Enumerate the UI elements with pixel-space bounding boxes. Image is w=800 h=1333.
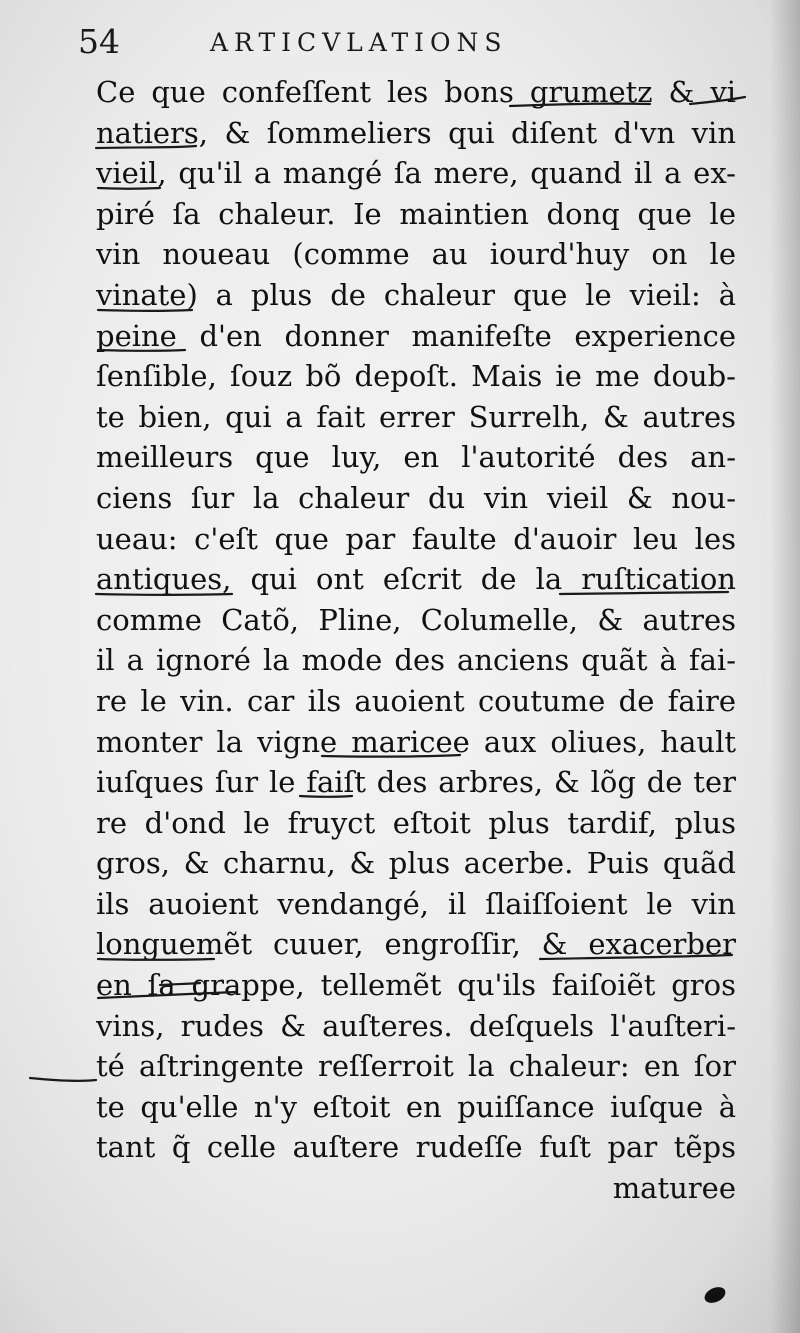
text-line: peine d'en donner manifeſte experience (96, 318, 736, 353)
text-line: te bien, qui a fait errer Surrelh, & autres (96, 399, 736, 434)
text-line: Ce que confeſſent les bons grumetz & vi (96, 75, 736, 109)
text-line: re le vin. car ils auoient coutume de faire (96, 683, 736, 718)
text-line: tant q̃ celle auſtere rudeſſe fuſt par tẽps (96, 1130, 736, 1165)
text-line: ſenſible, ſouz bõ depoſt. Mais ie me doub- (96, 359, 736, 394)
text-line: meilleurs que luy, en l'autorité des an- (96, 440, 736, 475)
text-line: iuſques ſur le faiſt des arbres, & lõg de ter (96, 765, 736, 800)
text-line: il a ignoré la mode des anciens quãt à fai- (96, 643, 736, 678)
text-line: longuemẽt cuuer, engroſſir, & exacerber (96, 927, 736, 962)
ink-blot (702, 1284, 728, 1306)
text-line: vins, rudes & auſteres. deſquels l'auſteri- (96, 1008, 736, 1043)
text-line: re d'ond le fruyct eſtoit plus tardif, plus (96, 805, 736, 840)
text-line: vieil, qu'il a mangé ſa mere, quand il a ex- (96, 156, 736, 191)
text-line: vin noueau (comme au iourd'huy on le (96, 237, 736, 272)
margin-stroke (30, 1078, 96, 1081)
text-line: en ſa grappe, tellemẽt qu'ils faiſoiẽt gros (96, 968, 736, 1003)
text-line: te qu'elle n'y eſtoit en puiſſance iuſque à (96, 1089, 736, 1124)
text-line: piré ſa chaleur. Ie maintien donq que le (96, 196, 736, 231)
page-number: 54 (78, 22, 120, 61)
page-edge-shadow (770, 0, 800, 1333)
running-head: ARTICVLATIONS (210, 28, 508, 57)
text-line: ils auoient vendangé, il ſlaiſſoient le vin (96, 886, 736, 921)
catchword: maturee (612, 1171, 736, 1206)
text-line: té aſtringente reſſerroit la chaleur: en ſor (96, 1049, 736, 1084)
text-body (96, 72, 736, 1209)
text-line: ueau: c'eſt que par faulte d'auoir leu les (96, 521, 736, 556)
text-line: vinate) a plus de chaleur que le vieil: à (96, 277, 736, 312)
text-line: comme Catõ, Pline, Columelle, & autres (96, 602, 736, 637)
text-line: monter la vigne maricee aux oliues, hault (96, 724, 736, 759)
page-header (78, 22, 718, 62)
text-line: antiques, qui ont eſcrit de la ruſtication (96, 562, 736, 597)
text-line: ciens ſur la chaleur du vin vieil & nou- (96, 480, 736, 515)
text-line: gros, & charnu, & plus acerbe. Puis quãd (96, 846, 736, 881)
text-line: natiers, & ſommeliers qui diſent d'vn vin (96, 115, 736, 150)
